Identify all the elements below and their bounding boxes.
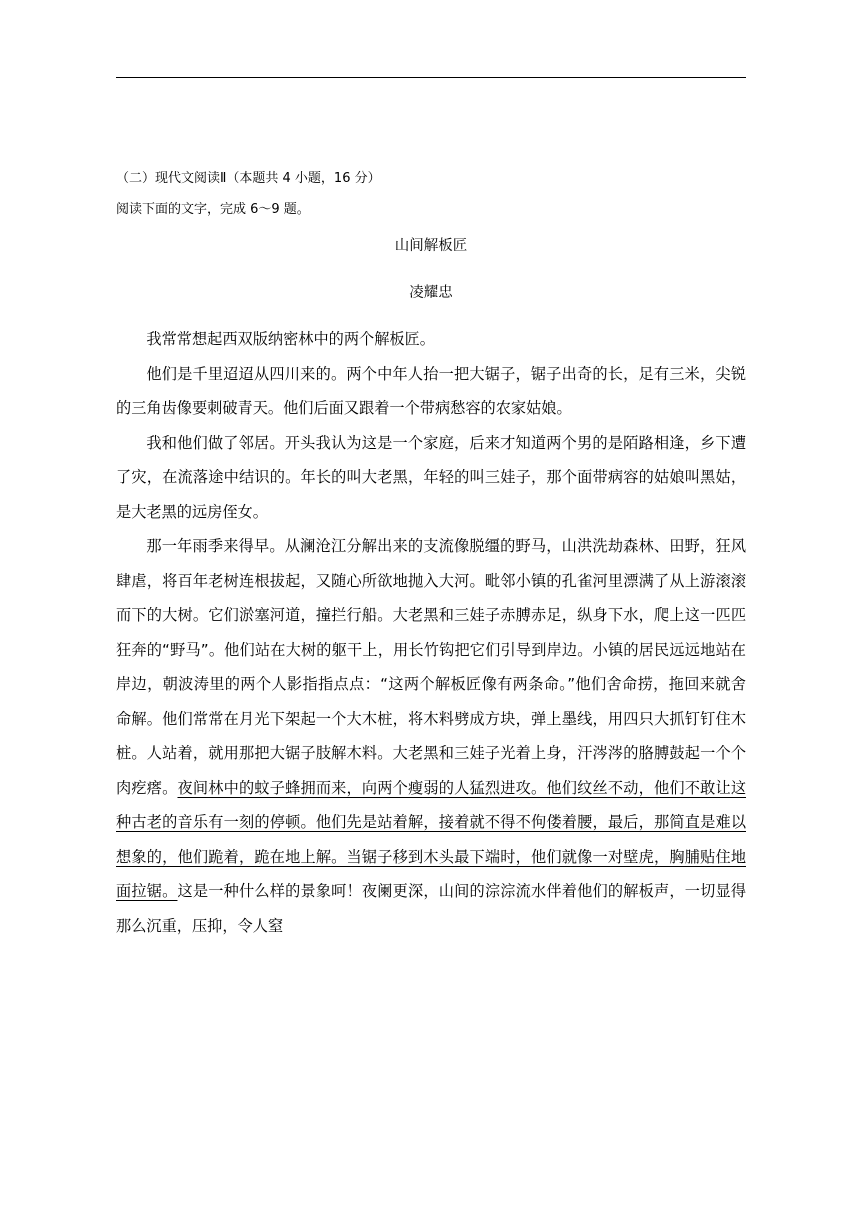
paragraph-3: 我和他们做了邻居。开头我认为这是一个家庭，后来才知道两个男的是陌路相逢，乡下遭了灾，在流落途中结识的。年长的叫大老黑，年轻的叫三娃子，那个面带病容的姑娘叫黑姑，是大老黑的远房侄女。 xyxy=(116,433,746,521)
section-heading: （二）现代文阅读Ⅱ（本题共 4 小题，16 分） xyxy=(116,171,381,186)
underlined-passage: 夜间林中的蚊子蜂拥而来，向两个瘦弱的人猛烈进攻。他们纹丝不动，他们不敢让这种古老的音乐有一刻的停顿。他们先是站着解，接着就不得不佝偻着腰，最后，那简直是难以想象的，他们跪着，跪在地上解。当锯子移到木头最下端时，他们就像一对壁虎，胸脯贴住地面拉锯。 xyxy=(116,778,747,900)
paragraph-4 xyxy=(116,529,746,943)
paragraph-2: 他们是千里迢迢从四川来的。两个中年人抬一把大锯子，锯子出奇的长，足有三米，尖锐的三角齿像要刺破青天。他们后面又跟着一个带病愁容的农家姑娘。 xyxy=(116,364,746,417)
reading-instruction: 阅读下面的文字，完成 6～9 题。 xyxy=(116,202,310,217)
article-author: 凌耀忠 xyxy=(409,285,453,301)
paragraph-1: 我常常想起西双版纳密林中的两个解板匠。 xyxy=(146,330,435,348)
article-title: 山间解板匠 xyxy=(394,238,468,254)
article-body xyxy=(116,322,746,943)
paragraph-4-continuation: 这是一种什么样的景象呵！夜阑更深，山间的淙淙流水伴着他们的解板声，一切显得那么沉重，压抑，令人窒 xyxy=(116,882,747,935)
paragraph-4-text: 那一年雨季来得早。从澜沧江分解出来的支流像脱缰的野马，山洪洗劫森林、田野，狂风肆虐，将百年老树连根拔起，又随心所欲地抛入大河。毗邻小镇的孔雀河里漂满了从上游滚滚而下的大树。它们淤塞河道，撞拦行船。大老黑和三娃子赤膊赤足，纵身下水，爬上这一匹匹狂奔的“野马”。他们站在大树的躯干上，用长竹钩把它们引导到岸边。小镇的居民远远地站在岸边，朝波涛里的两个人影指指点点：“这两个解板匠像有两条命。”他们舍命捞，拖回来就舍命解。他们常常在月光下架起一个大木桩，将木料劈成方块，弹上墨线，用四只大抓钉钉住木桩。人站着，就用那把大锯子肢解木料。大老黑和三娃子光着上身，汗涔涔的胳膊鼓起一个个肉疙瘩。 xyxy=(116,537,746,797)
header-rule xyxy=(116,77,746,78)
